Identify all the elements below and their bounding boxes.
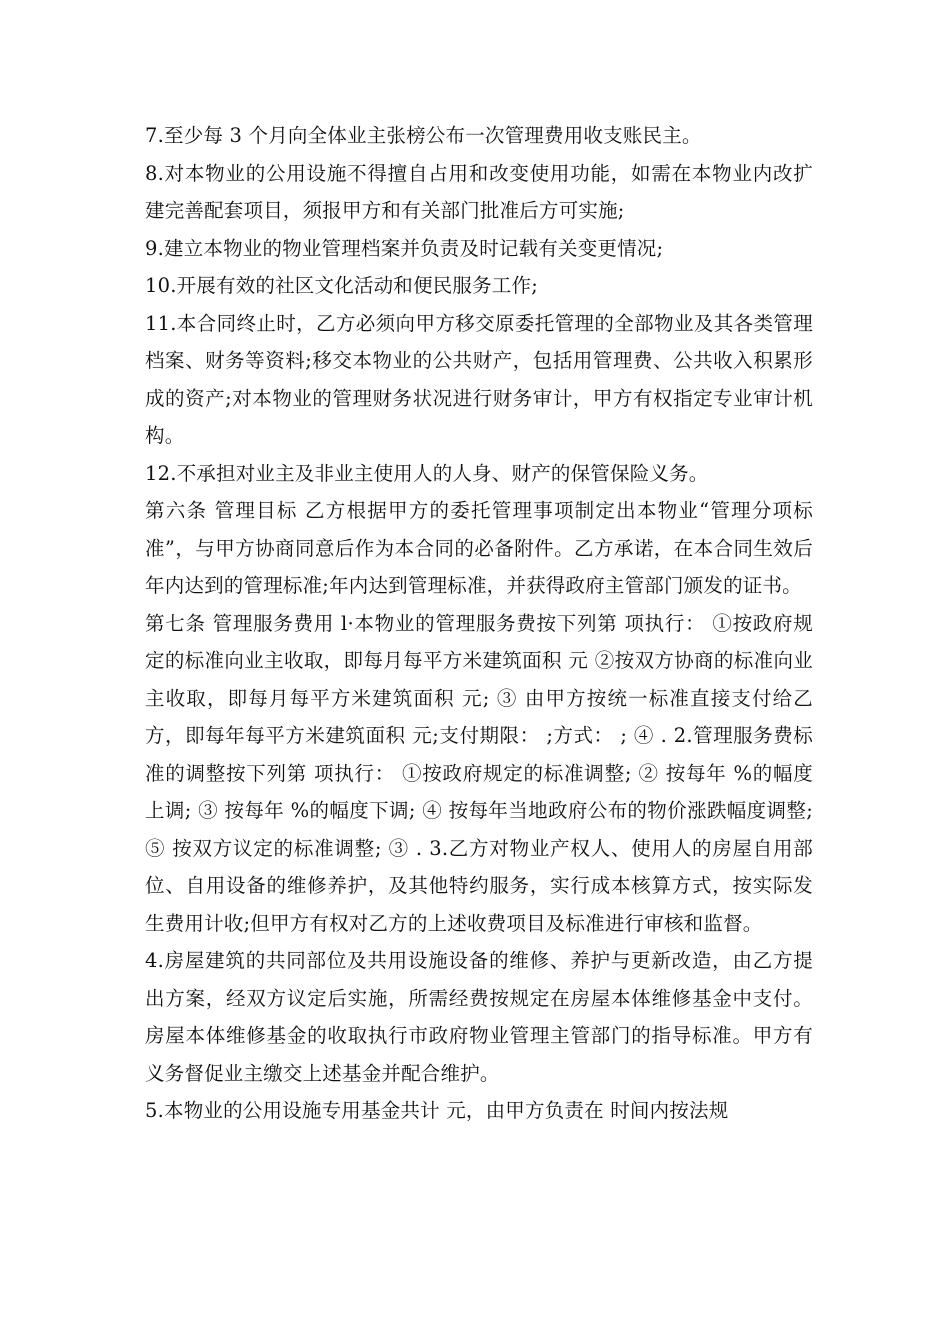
article-6-management-goals: 第六条 管理目标 乙方根据甲方的委托管理事项制定出本物业“管理分项标准”，与甲方协商同意后作为本合同的必备附件。乙方承诺，在本合同生效后年内达到的管理标准;年内达到管理标准，并获得政府主管部门颁发的证书。	[145, 499, 813, 597]
clause-8-public-facilities: 8.对本物业的公用设施不得擅自占用和改变使用功能，如需在本物业内改扩建完善配套项目，须报甲方和有关部门批准后方可实施;	[145, 161, 813, 222]
fee-item-5-facility-fund: 5.本物业的公用设施专用基金共计 元，由甲方负责在 时间内按法规	[145, 1099, 729, 1122]
clause-9-management-archive: 9.建立本物业的物业管理档案并负责及时记载有关变更情况;	[145, 236, 664, 260]
fee-item-4-maintenance-fund: 4.房屋建筑的共同部位及共用设施设备的维修、养护与更新改造，由乙方提出方案，经双方议定后实施，所需经费按规定在房屋本体维修基金中支付。房屋本体维修基金的收取执行市政府物业管理主管部门的指导标准。甲方有义务督促业主缴交上述基金并配合维护。	[145, 949, 813, 1085]
contract-body	[145, 117, 813, 1130]
clause-10-community-activities: 10.开展有效的社区文化活动和便民服务工作;	[145, 274, 538, 297]
clause-11-contract-termination: 11.本合同终止时，乙方必须向甲方移交原委托管理的全部物业及其各类管理档案、财务等资料;移交本物业的公共财产，包括用管理费、公共收入积累形成的资产;对本物业的管理财务状况进行财务审计，甲方有权指定专业审计机构。	[145, 311, 813, 447]
clause-12-no-insurance-duty: 12.不承担对业主及非业主使用人的人身、财产的保管保险义务。	[145, 461, 709, 485]
article-7-service-fees: 第七条 管理服务费用 l·本物业的管理服务费按下列第 项执行： ①按政府规定的标准向业主收取，即每月每平方米建筑面积 元 ②按双方协商的标准向业主收取，即每月每平方米建筑面积 元; ③ 由甲方按统一标准直接支付给乙方，即每年每平方米建筑面积 元;支付期限： ;方式： ; ④ . 2.管理服务费标准的调整按下列第 项执行： ①按政府规定的标准调整; ② 按每年 %的幅度上调; ③ 按每年 %的幅度下调; ④ 按每年当地政府公布的物价涨跌幅度调整; ⑤ 按双方议定的标准调整; ③ . 3.乙方对物业产权人、使用人的房屋自用部位、自用设备的维修养护，及其他特约服务，实行成本核算方式，按实际发生费用计收;但甲方有权对乙方的上述收费项目及标准进行审核和监督。	[145, 611, 813, 935]
clause-7-public-accounts: 7.至少每 3 个月向全体业主张榜公布一次管理费用收支账民主。	[145, 124, 702, 147]
